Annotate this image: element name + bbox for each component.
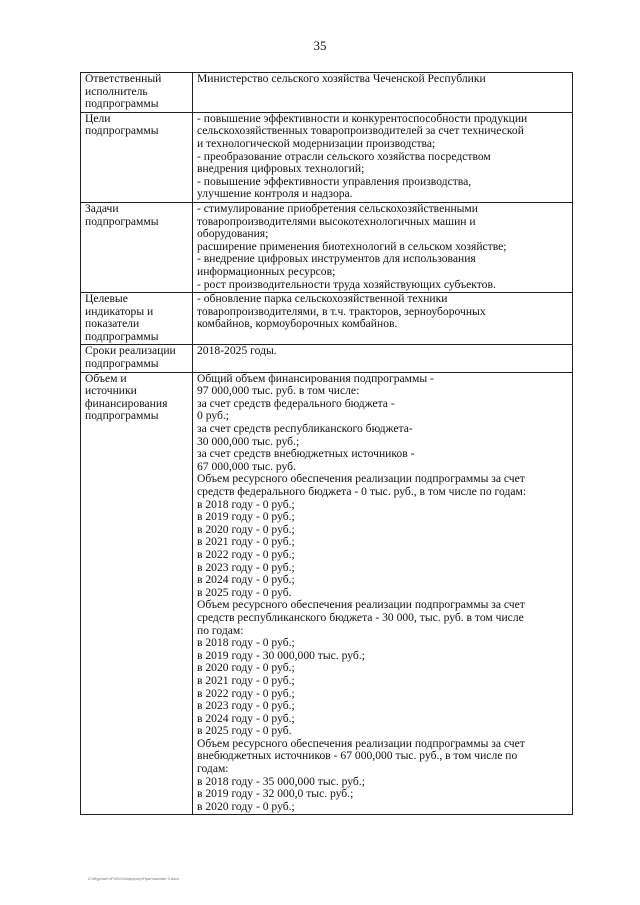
label-line: индикаторы и xyxy=(85,304,154,318)
content-line: за счет средств республиканского бюджета- xyxy=(197,422,413,436)
content-line: в 2021 году - 0 руб.; xyxy=(197,673,295,687)
content-line: 0 руб.; xyxy=(197,409,230,423)
content-line: в 2018 году - 0 руб.; xyxy=(197,636,295,650)
content-line: - обновление парка сельскохозяйственной техники xyxy=(197,292,448,306)
content-line: - рост производительности труда хозяйствующих субъектов. xyxy=(197,277,496,291)
label-line: подпрограммы xyxy=(85,409,159,423)
content-line: годам: xyxy=(197,762,229,776)
row-label xyxy=(81,372,193,815)
content-line: оборудования; xyxy=(197,227,269,241)
label-line: подпрограммы xyxy=(85,329,159,343)
content-line: 30 000,000 тыс. руб.; xyxy=(197,434,300,448)
table-row xyxy=(81,112,573,202)
content-line: 2018-2025 годы. xyxy=(197,344,277,358)
label-line: финансирования xyxy=(85,396,168,410)
content-line: в 2020 году - 0 руб.; xyxy=(197,799,295,813)
table-row xyxy=(81,345,573,372)
table-row xyxy=(81,73,573,113)
content-line: за счет средств внебюджетных источников - xyxy=(197,447,415,461)
content-line: в 2024 году - 0 руб.; xyxy=(197,573,295,587)
content-line: в 2018 году - 0 руб.; xyxy=(197,497,295,511)
label-line: Целевые xyxy=(85,292,128,306)
passport-table-body xyxy=(81,73,573,815)
content-line: информационных ресурсов; xyxy=(197,264,336,278)
content-line: за счет средств федерального бюджета - xyxy=(197,396,395,410)
content-line: товаропроизводителями высокотехнологичных машин и xyxy=(197,214,476,228)
label-line: исполнитель xyxy=(85,84,148,98)
content-line: в 2022 году - 0 руб.; xyxy=(197,686,295,700)
content-line: 97 000,000 тыс. руб. в том числе: xyxy=(197,384,360,398)
label-line: подпрограммы xyxy=(85,97,159,111)
content-line: внедрения цифровых технологий; xyxy=(197,162,365,176)
label-line: подпрограммы xyxy=(85,214,159,228)
row-label xyxy=(81,202,193,292)
label-line: Объем и xyxy=(85,371,127,385)
content-line: товаропроизводителями, в т.ч. тракторов, зерноуборочных xyxy=(197,304,486,318)
row-content xyxy=(193,73,573,113)
content-line: внебюджетных источников - 67 000,000 тыс. руб., в том числе по xyxy=(197,749,518,763)
row-label xyxy=(81,293,193,345)
content-line: комбайнов, кормоуборочных комбайнов. xyxy=(197,317,398,331)
content-line: в 2019 году - 32 000,0 тыс. руб.; xyxy=(197,787,354,801)
content-line: расширение применения биотехнологий в сельском хозяйстве; xyxy=(197,239,507,253)
row-content xyxy=(193,112,573,202)
content-line: - повышение эффективности управления производства, xyxy=(197,174,472,188)
row-label xyxy=(81,73,193,113)
page-number: 35 xyxy=(313,38,327,53)
content-line: в 2020 году - 0 руб.; xyxy=(197,522,295,536)
content-line: в 2024 году - 0 руб.; xyxy=(197,711,295,725)
content-line: в 2019 году - 30 000,000 тыс. руб.; xyxy=(197,648,365,662)
footer-file-path: Z:\Журнал\ЧР\2024\подпрогр\Приложение 3.docx xyxy=(88,876,180,881)
label-line: Ответственный xyxy=(85,72,162,85)
content-line: - преобразование отрасли сельского хозяйства посредством xyxy=(197,149,491,163)
content-line: в 2020 году - 0 руб.; xyxy=(197,661,295,675)
content-line: Общий объем финансирования подпрограммы - xyxy=(197,371,434,385)
content-line: - внедрение цифровых инструментов для использования xyxy=(197,252,476,266)
row-content xyxy=(193,293,573,345)
table-row xyxy=(81,202,573,292)
row-content xyxy=(193,345,573,372)
content-line: в 2025 году - 0 руб. xyxy=(197,724,292,738)
content-line: 67 000,000 тыс. руб. xyxy=(197,459,296,473)
content-line: в 2023 году - 0 руб.; xyxy=(197,699,295,713)
row-label xyxy=(81,345,193,372)
content-line: Объем ресурсного обеспечения реализации подпрограммы за счет xyxy=(197,736,525,750)
label-line: показатели xyxy=(85,317,140,331)
content-line: средств республиканского бюджета - 30 000, тыс. руб. в том числе xyxy=(197,610,524,624)
content-line: в 2021 году - 0 руб.; xyxy=(197,535,295,549)
table-row xyxy=(81,372,573,815)
content-line: в 2022 году - 0 руб.; xyxy=(197,547,295,561)
label-line: подпрограммы xyxy=(85,357,159,371)
content-line: Объем ресурсного обеспечения реализации подпрограммы за счет xyxy=(197,472,525,486)
row-label xyxy=(81,112,193,202)
label-line: Цели xyxy=(85,111,111,125)
content-line: в 2018 году - 35 000,000 тыс. руб.; xyxy=(197,774,365,788)
label-line: Задачи xyxy=(85,201,119,215)
row-content xyxy=(193,372,573,815)
content-line: Министерство сельского хозяйства Чеченской Республики xyxy=(197,72,486,85)
content-line: - стимулирование приобретения сельскохозяйственными xyxy=(197,201,478,215)
content-line: средств федерального бюджета - 0 тыс. руб., в том числе по годам: xyxy=(197,485,527,498)
content-line: улучшение контроля и надзора. xyxy=(197,187,353,201)
content-line: в 2025 году - 0 руб. xyxy=(197,585,292,599)
content-line: по годам: xyxy=(197,623,244,637)
label-line: Сроки реализации xyxy=(85,344,176,358)
label-line: источники xyxy=(85,384,137,398)
content-line: - повышение эффективности и конкурентоспособности продукции xyxy=(197,111,528,125)
row-content xyxy=(193,202,573,292)
content-line: в 2023 году - 0 руб.; xyxy=(197,560,295,574)
content-line: сельскохозяйственных товаропроизводителей за счет технической xyxy=(197,124,524,138)
subprogram-passport-table xyxy=(80,72,573,815)
content-line: Объем ресурсного обеспечения реализации подпрограммы за счет xyxy=(197,598,525,612)
table-row xyxy=(81,293,573,345)
content-line: и технологической модернизации производства; xyxy=(197,136,436,150)
content-line: в 2019 году - 0 руб.; xyxy=(197,510,295,524)
label-line: подпрограммы xyxy=(85,124,159,138)
